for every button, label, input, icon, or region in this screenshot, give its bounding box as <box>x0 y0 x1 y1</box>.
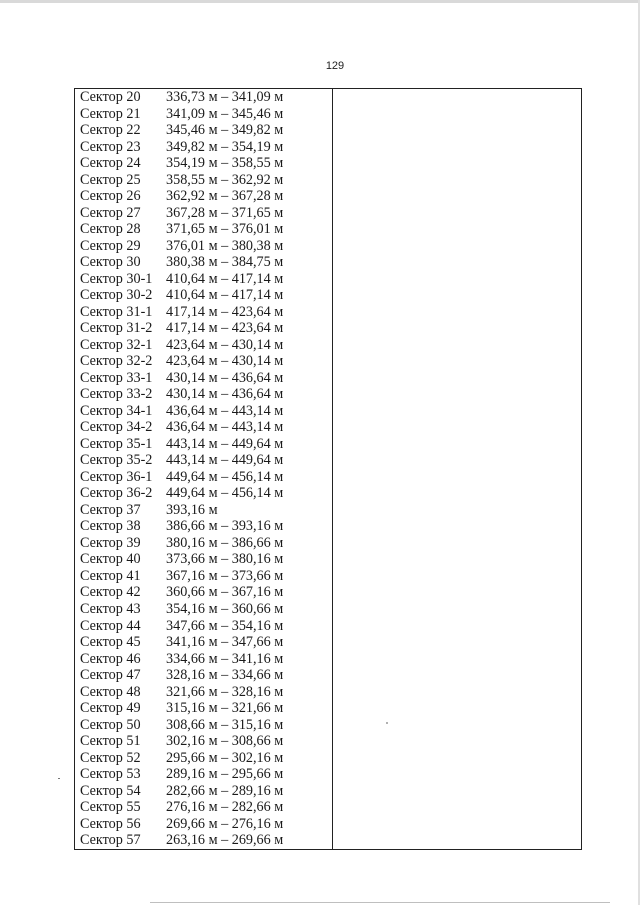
sector-label: Сектор 32-2 <box>80 353 153 370</box>
sector-label: Сектор 28 <box>80 221 141 238</box>
sector-range: 302,16 м – 308,66 м <box>166 733 284 750</box>
sector-label: Сектор 49 <box>80 700 141 717</box>
sector-label: Сектор 53 <box>80 766 141 783</box>
sector-range: 449,64 м – 456,14 м <box>166 468 284 485</box>
table-row <box>80 419 330 436</box>
table-row <box>80 304 330 321</box>
sector-label: Сектор 43 <box>80 600 141 617</box>
sector-label: Сектор 54 <box>80 782 141 799</box>
table-row <box>80 535 330 552</box>
sector-range: 376,01 м – 380,38 м <box>166 237 284 254</box>
sector-range: 367,16 м – 373,66 м <box>166 567 284 584</box>
sector-range: 354,19 м – 358,55 м <box>166 155 284 172</box>
table-row <box>80 832 330 849</box>
sector-label: Сектор 41 <box>80 567 141 584</box>
table-row <box>80 386 330 403</box>
sector-label: Сектор 33-1 <box>80 369 153 386</box>
table-row <box>80 750 330 767</box>
table-row <box>80 700 330 717</box>
sector-label: Сектор 40 <box>80 551 141 568</box>
table-row <box>80 221 330 238</box>
table-row <box>80 485 330 502</box>
table-row <box>80 766 330 783</box>
sector-label: Сектор 30 <box>80 254 141 271</box>
sector-table-rows <box>80 89 330 849</box>
sector-label: Сектор 42 <box>80 584 141 601</box>
sector-label: Сектор 23 <box>80 138 141 155</box>
sector-range: 380,38 м – 384,75 м <box>166 254 284 271</box>
table-row <box>80 205 330 222</box>
sector-range: 430,14 м – 436,64 м <box>166 386 284 403</box>
table-row <box>80 733 330 750</box>
sector-label: Сектор 31-1 <box>80 303 153 320</box>
sector-range: 423,64 м – 430,14 м <box>166 353 284 370</box>
sector-label: Сектор 20 <box>80 89 141 105</box>
table-row <box>80 370 330 387</box>
sector-label: Сектор 25 <box>80 171 141 188</box>
sector-label: Сектор 33-2 <box>80 386 153 403</box>
sector-label: Сектор 35-1 <box>80 435 153 452</box>
sector-range: 386,66 м – 393,16 м <box>166 518 284 535</box>
table-row <box>80 717 330 734</box>
sector-label: Сектор 46 <box>80 650 141 667</box>
table-row <box>80 502 330 519</box>
sector-label: Сектор 56 <box>80 815 141 832</box>
table-row <box>80 816 330 833</box>
sector-range: 308,66 м – 315,16 м <box>166 716 284 733</box>
table-row <box>80 172 330 189</box>
sector-range: 334,66 м – 341,16 м <box>166 650 284 667</box>
sector-label: Сектор 52 <box>80 749 141 766</box>
scan-speck <box>386 722 388 724</box>
sector-label: Сектор 35-2 <box>80 452 153 469</box>
sector-label: Сектор 37 <box>80 501 141 518</box>
table-row <box>80 155 330 172</box>
sector-label: Сектор 51 <box>80 733 141 750</box>
table-row <box>80 238 330 255</box>
table-row <box>80 188 330 205</box>
sector-label: Сектор 34-1 <box>80 402 153 419</box>
sector-label: Сектор 55 <box>80 799 141 816</box>
sector-range: 354,16 м – 360,66 м <box>166 600 284 617</box>
table-row <box>80 799 330 816</box>
sector-range: 341,09 м – 345,46 м <box>166 105 284 122</box>
table-column-divider <box>332 88 333 850</box>
sector-range: 436,64 м – 443,14 м <box>166 402 284 419</box>
sector-label: Сектор 47 <box>80 667 141 684</box>
table-row <box>80 601 330 618</box>
table-row <box>80 651 330 668</box>
sector-range: 358,55 м – 362,92 м <box>166 171 284 188</box>
sector-label: Сектор 36-1 <box>80 468 153 485</box>
sector-range: 263,16 м – 269,66 м <box>166 832 284 849</box>
scan-edge-top <box>0 0 640 3</box>
sector-label: Сектор 48 <box>80 683 141 700</box>
sector-label: Сектор 30-2 <box>80 287 153 304</box>
sector-range: 417,14 м – 423,64 м <box>166 303 284 320</box>
sector-range: 282,66 м – 289,16 м <box>166 782 284 799</box>
sector-range: 449,64 м – 456,14 м <box>166 485 284 502</box>
sector-range: 443,14 м – 449,64 м <box>166 452 284 469</box>
table-row <box>80 436 330 453</box>
table-row <box>80 106 330 123</box>
sector-range: 371,65 м – 376,01 м <box>166 221 284 238</box>
table-row <box>80 122 330 139</box>
sector-range: 269,66 м – 276,16 м <box>166 815 284 832</box>
sector-range: 289,16 м – 295,66 м <box>166 766 284 783</box>
sector-range: 328,16 м – 334,66 м <box>166 667 284 684</box>
sector-label: Сектор 36-2 <box>80 485 153 502</box>
sector-range: 410,64 м – 417,14 м <box>166 270 284 287</box>
sector-range: 417,14 м – 423,64 м <box>166 320 284 337</box>
table-row <box>80 551 330 568</box>
table-row <box>80 568 330 585</box>
table-row <box>80 337 330 354</box>
table-row <box>80 271 330 288</box>
sector-range: 410,64 м – 417,14 м <box>166 287 284 304</box>
sector-label: Сектор 38 <box>80 518 141 535</box>
sector-range: 341,16 м – 347,66 м <box>166 634 284 651</box>
sector-range: 315,16 м – 321,66 м <box>166 700 284 717</box>
sector-range: 295,66 м – 302,16 м <box>166 749 284 766</box>
sector-range: 336,73 м – 341,09 м <box>166 89 284 105</box>
table-row <box>80 403 330 420</box>
sector-label: Сектор 30-1 <box>80 270 153 287</box>
sector-range: 373,66 м – 380,16 м <box>166 551 284 568</box>
sector-label: Сектор 24 <box>80 155 141 172</box>
scan-edge-bottom <box>150 902 610 903</box>
sector-range: 345,46 м – 349,82 м <box>166 122 284 139</box>
sector-label: Сектор 26 <box>80 188 141 205</box>
sector-label: Сектор 44 <box>80 617 141 634</box>
sector-range: 423,64 м – 430,14 м <box>166 336 284 353</box>
table-row <box>80 287 330 304</box>
sector-range: 349,82 м – 354,19 м <box>166 138 284 155</box>
table-row <box>80 584 330 601</box>
sector-label: Сектор 50 <box>80 716 141 733</box>
table-row <box>80 783 330 800</box>
sector-label: Сектор 39 <box>80 534 141 551</box>
sector-label: Сектор 21 <box>80 105 141 122</box>
sector-range: 321,66 м – 328,16 м <box>166 683 284 700</box>
table-row <box>80 518 330 535</box>
sector-label: Сектор 27 <box>80 204 141 221</box>
table-row <box>80 254 330 271</box>
scan-speck <box>58 778 60 779</box>
sector-range: 362,92 м – 367,28 м <box>166 188 284 205</box>
sector-label: Сектор 34-2 <box>80 419 153 436</box>
table-row <box>80 139 330 156</box>
table-row <box>80 320 330 337</box>
sector-range: 393,16 м <box>166 501 218 518</box>
table-row <box>80 667 330 684</box>
sector-range: 380,16 м – 386,66 м <box>166 534 284 551</box>
sector-label: Сектор 32-1 <box>80 336 153 353</box>
sector-range: 360,66 м – 367,16 м <box>166 584 284 601</box>
table-row <box>80 89 330 106</box>
sector-label: Сектор 29 <box>80 237 141 254</box>
table-row <box>80 618 330 635</box>
sector-label: Сектор 57 <box>80 832 141 849</box>
sector-range: 347,66 м – 354,16 м <box>166 617 284 634</box>
page-number: 129 <box>325 60 345 72</box>
sector-label: Сектор 45 <box>80 634 141 651</box>
sector-label: Сектор 22 <box>80 122 141 139</box>
sector-range: 276,16 м – 282,66 м <box>166 799 284 816</box>
sector-range: 436,64 м – 443,14 м <box>166 419 284 436</box>
sector-range: 367,28 м – 371,65 м <box>166 204 284 221</box>
table-row <box>80 634 330 651</box>
sector-label: Сектор 31-2 <box>80 320 153 337</box>
table-row <box>80 353 330 370</box>
sector-range: 443,14 м – 449,64 м <box>166 435 284 452</box>
table-row <box>80 469 330 486</box>
table-row <box>80 452 330 469</box>
sector-range: 430,14 м – 436,64 м <box>166 369 284 386</box>
table-row <box>80 684 330 701</box>
